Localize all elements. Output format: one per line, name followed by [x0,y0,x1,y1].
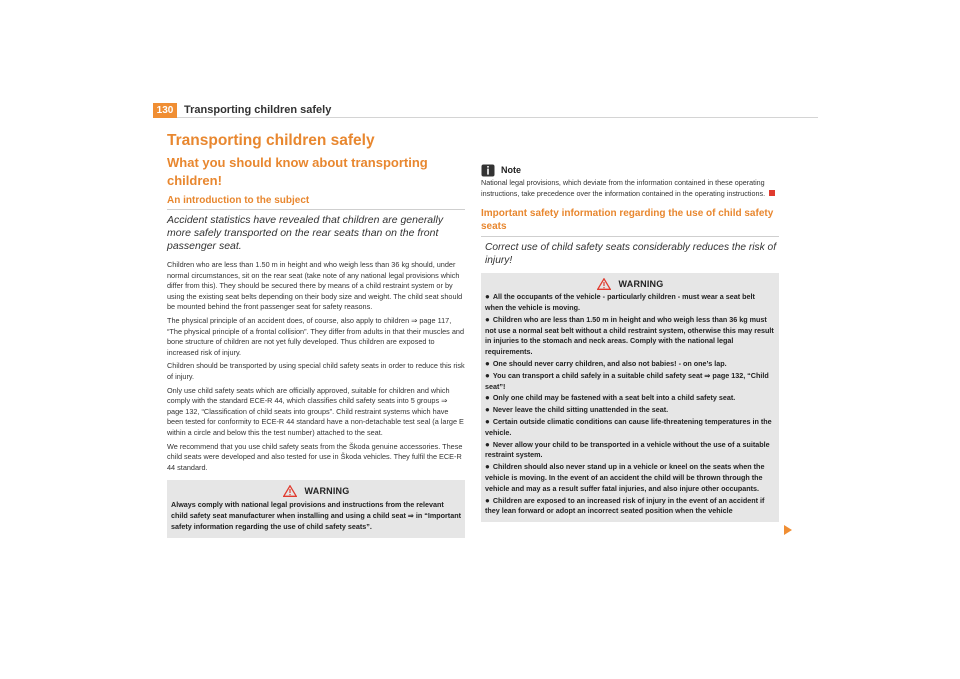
left-column [167,131,465,538]
lead-text: Correct use of child safety seats considerably reduces the risk of injury! [485,242,777,267]
warning-item-text: One should never carry children, and also not babies! - on one’s lap. [492,358,727,368]
warning-item-text: Never allow your child to be transported in a vehicle without the use of a suitable restraint system. [485,439,770,460]
warning-title: WARNING [304,485,350,496]
bullet-icon: ● [485,370,490,380]
body-paragraph: We recommend that you use child safety seats from the Škoda genuine accessories. These child seats were developed and also tested for use in Škoda vehicles. They fulfil the ECE-R 44 standard. [167,441,463,472]
warning-item-text: You can transport a child safely in a suitable child safety seat ⇒ page 132, “Child seat”! [485,370,769,391]
note-info-icon [481,164,495,177]
warning-list-item [485,440,775,462]
warning-item-text: Children who are less than 1.50 m in height and who weigh less than 36 kg must not use a normal seat belt without a child restraint system, otherwise this may result in injuries to the stomach and neck areas. Comply with the national legal requirements. [485,314,774,357]
warning-list-item [485,393,775,404]
warning-triangle-icon [597,278,611,290]
warning-list-item [485,292,775,314]
warning-list-item [485,462,775,494]
page-header [153,103,818,119]
header-rule [177,117,818,118]
warning-item-text: All the occupants of the vehicle - particularly children - must wear a seat belt when the vehicle is moving. [485,292,755,312]
warning-item-text: Only one child may be fastened with a seat belt into a child safety seat. [492,393,736,403]
warning-item-text: Never leave the child sitting unattended in the seat. [492,405,669,415]
lead-text: Accident statistics have revealed that children are generally more safely transported on the rear seats than on the front passenger seat. [167,214,444,252]
warning-text: Always comply with national legal provisions and instructions from the relevant child safety seat manufacturer when installing and using a child seat ⇒ in “Important safety information regarding the use of child safety seats”. [171,500,461,531]
running-title: Transporting children safely [184,104,332,116]
end-of-section-icon [769,190,775,196]
section-title: Important safety information regarding the use of child safety seats [481,207,779,237]
body-paragraph: The physical principle of an accident does, of course, also apply to children ⇒ page 117, “The physical principle of a frontal collision”. They differ from adults in that their muscles and bone structure of children are not yet fully developed. Thus children are exposed to increased risk of injury. [167,315,465,357]
body-paragraph: Only use child safety seats which are officially approved, suitable for children and which comply with the standard ECE-R 44, which classifies child safety seats into 5 groups ⇒ page 132, “Classification of child seats into groups”. Child restraint systems which have been tested for conformity to ECE-R 44 standard have a non-detachable test seal (a large E within a circle and below this the test number) attached to the seat. [167,385,464,437]
note-text [481,178,779,199]
bullet-icon: ● [485,292,490,302]
bullet-icon: ● [485,416,490,426]
warning-list-item [485,496,775,518]
warning-box [167,480,465,537]
warning-title: WARNING [618,278,664,289]
chapter-title: Transporting children safely [167,132,375,149]
bullet-icon: ● [485,439,490,449]
warning-header [485,276,775,291]
warning-list-item [485,417,775,439]
bullet-icon: ● [485,405,490,415]
warning-header [171,483,461,498]
bullet-icon: ● [485,314,490,324]
warning-item-text: Children should also never stand up in a vehicle or kneel on the seats when the vehicle is moving. In the event of an accident the child will be thrown through the vehicle and may as a result suffer fatal injuries, and also injure other occupants. [485,462,765,493]
bullet-icon: ● [485,358,490,368]
bullet-icon: ● [485,393,490,403]
warning-list-item [485,315,775,358]
warning-item-text: Certain outside climatic conditions can cause life-threatening temperatures in the vehicle. [485,416,772,437]
page-number: 130 [153,103,177,118]
warning-box [481,273,779,522]
warning-list-item [485,359,775,370]
note-header [481,163,779,177]
section-title: What you should know about transporting children! [167,155,428,188]
body-paragraph: Children who are less than 1.50 m in height and who weigh less than 36 kg should, under normal circumstances, sit on the rear seat (take note of any national legal provisions which differ from this). They should be secured there by means of a child restraint system or by using the existing seat belts depending on their body size and weight. The child seat should be mounted behind the front passenger seat for safety reasons. [167,260,463,312]
warning-list-item [485,371,775,393]
warning-item-text: Children are exposed to an increased risk of injury in the event of an accident if they lean forward or adopt an incorrect seated position when the vehicle [485,495,765,516]
note-text-body: National legal provisions, which deviate from the information contained in these operating instructions, take precedence over the information contained in the operating instructions. [481,178,766,198]
note-title: Note [501,165,521,175]
warning-list-item [485,405,775,416]
right-column [481,163,779,522]
subsection-title: An introduction to the subject [167,194,465,210]
bullet-icon: ● [485,495,490,505]
continue-arrow-icon [783,524,793,536]
warning-triangle-icon [283,485,297,497]
bullet-icon: ● [485,462,490,472]
body-paragraph: Children should be transported by using special child safety seats in order to reduce this risk of injury. [167,361,465,381]
